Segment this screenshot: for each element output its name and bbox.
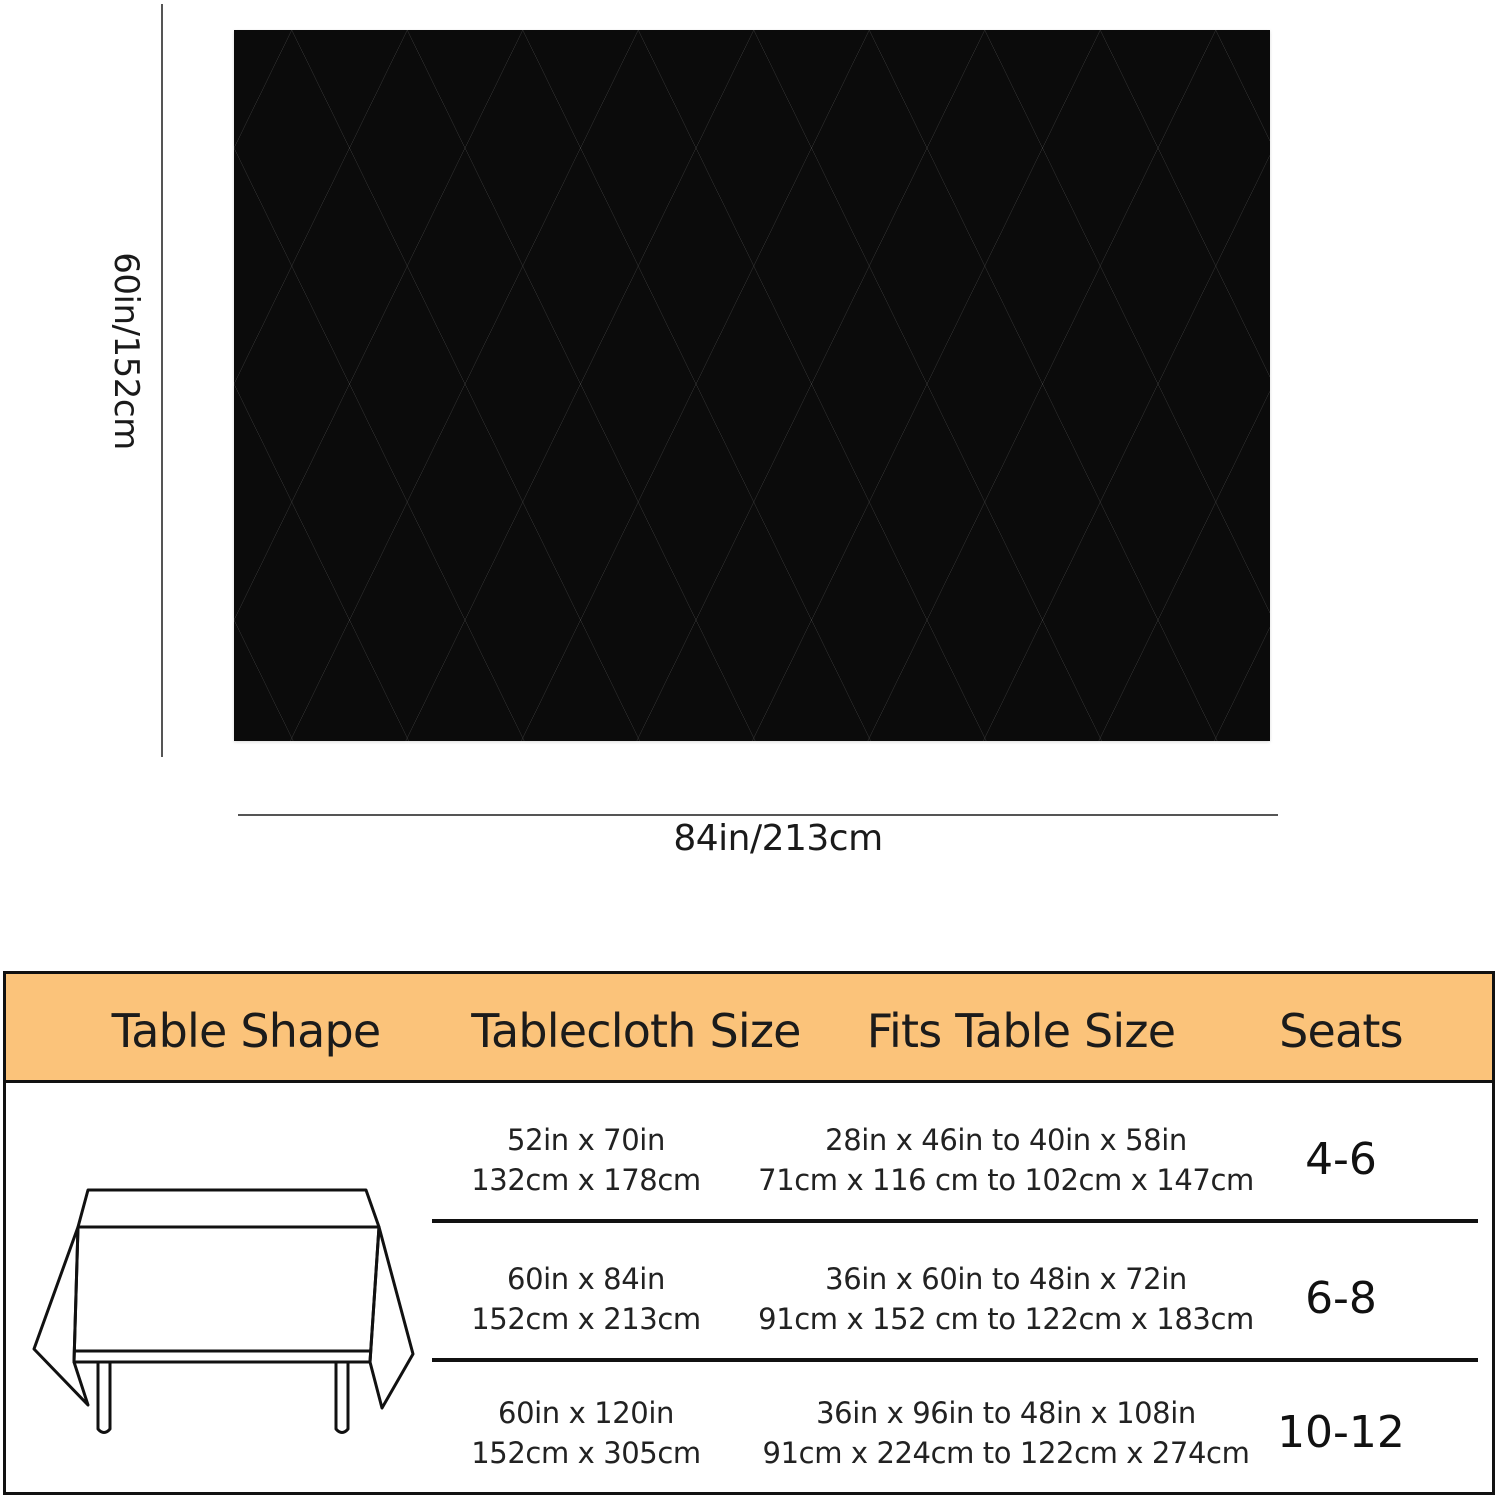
row2-tablecloth-in: 60in x 84in [507, 1262, 665, 1296]
row3-fits-in: 36in x 96in to 48in x 108in [816, 1396, 1196, 1430]
row1-tablecloth-size [436, 1120, 736, 1200]
row1-tablecloth-cm: 132cm x 178cm [471, 1163, 701, 1197]
row3-seats: 10-12 [1277, 1407, 1405, 1458]
row3-fits-size [746, 1393, 1266, 1473]
header-seats: Seats [1279, 1004, 1403, 1058]
harlequin-pattern [234, 30, 1270, 741]
table-header [6, 974, 1492, 1083]
row3-fits-cm: 91cm x 224cm to 122cm x 274cm [762, 1436, 1250, 1470]
row-divider [432, 1219, 1478, 1223]
rectangular-table-icon [26, 1179, 426, 1439]
tablecloth-pattern-image [234, 30, 1270, 741]
header-fits-table-size: Fits Table Size [866, 1004, 1176, 1058]
row2-fits-in: 36in x 60in to 48in x 72in [825, 1262, 1187, 1296]
row3-tablecloth-in: 60in x 120in [498, 1396, 674, 1430]
row3-tablecloth-size [436, 1393, 736, 1473]
width-dimension-label: 84in/213cm [673, 818, 883, 859]
header-tablecloth-size: Tablecloth Size [471, 1004, 801, 1058]
header-table-shape: Table Shape [111, 1004, 381, 1058]
row2-seats: 6-8 [1305, 1273, 1377, 1324]
height-dimension-line [161, 4, 163, 757]
width-dimension-line [238, 814, 1278, 816]
size-chart-table [3, 971, 1495, 1495]
row1-tablecloth-in: 52in x 70in [507, 1123, 665, 1157]
row2-fits-cm: 91cm x 152 cm to 122cm x 183cm [758, 1302, 1254, 1336]
row2-tablecloth-size [436, 1259, 736, 1339]
row1-fits-in: 28in x 46in to 40in x 58in [825, 1123, 1187, 1157]
row1-seats: 4-6 [1305, 1134, 1377, 1185]
row1-fits-size [746, 1120, 1266, 1200]
row2-tablecloth-cm: 152cm x 213cm [471, 1302, 701, 1336]
height-dimension-text: 60in/152cm [106, 252, 146, 450]
row1-fits-cm: 71cm x 116 cm to 102cm x 147cm [758, 1163, 1254, 1197]
row3-tablecloth-cm: 152cm x 305cm [471, 1436, 701, 1470]
row2-fits-size [746, 1259, 1266, 1339]
row-divider [432, 1358, 1478, 1362]
